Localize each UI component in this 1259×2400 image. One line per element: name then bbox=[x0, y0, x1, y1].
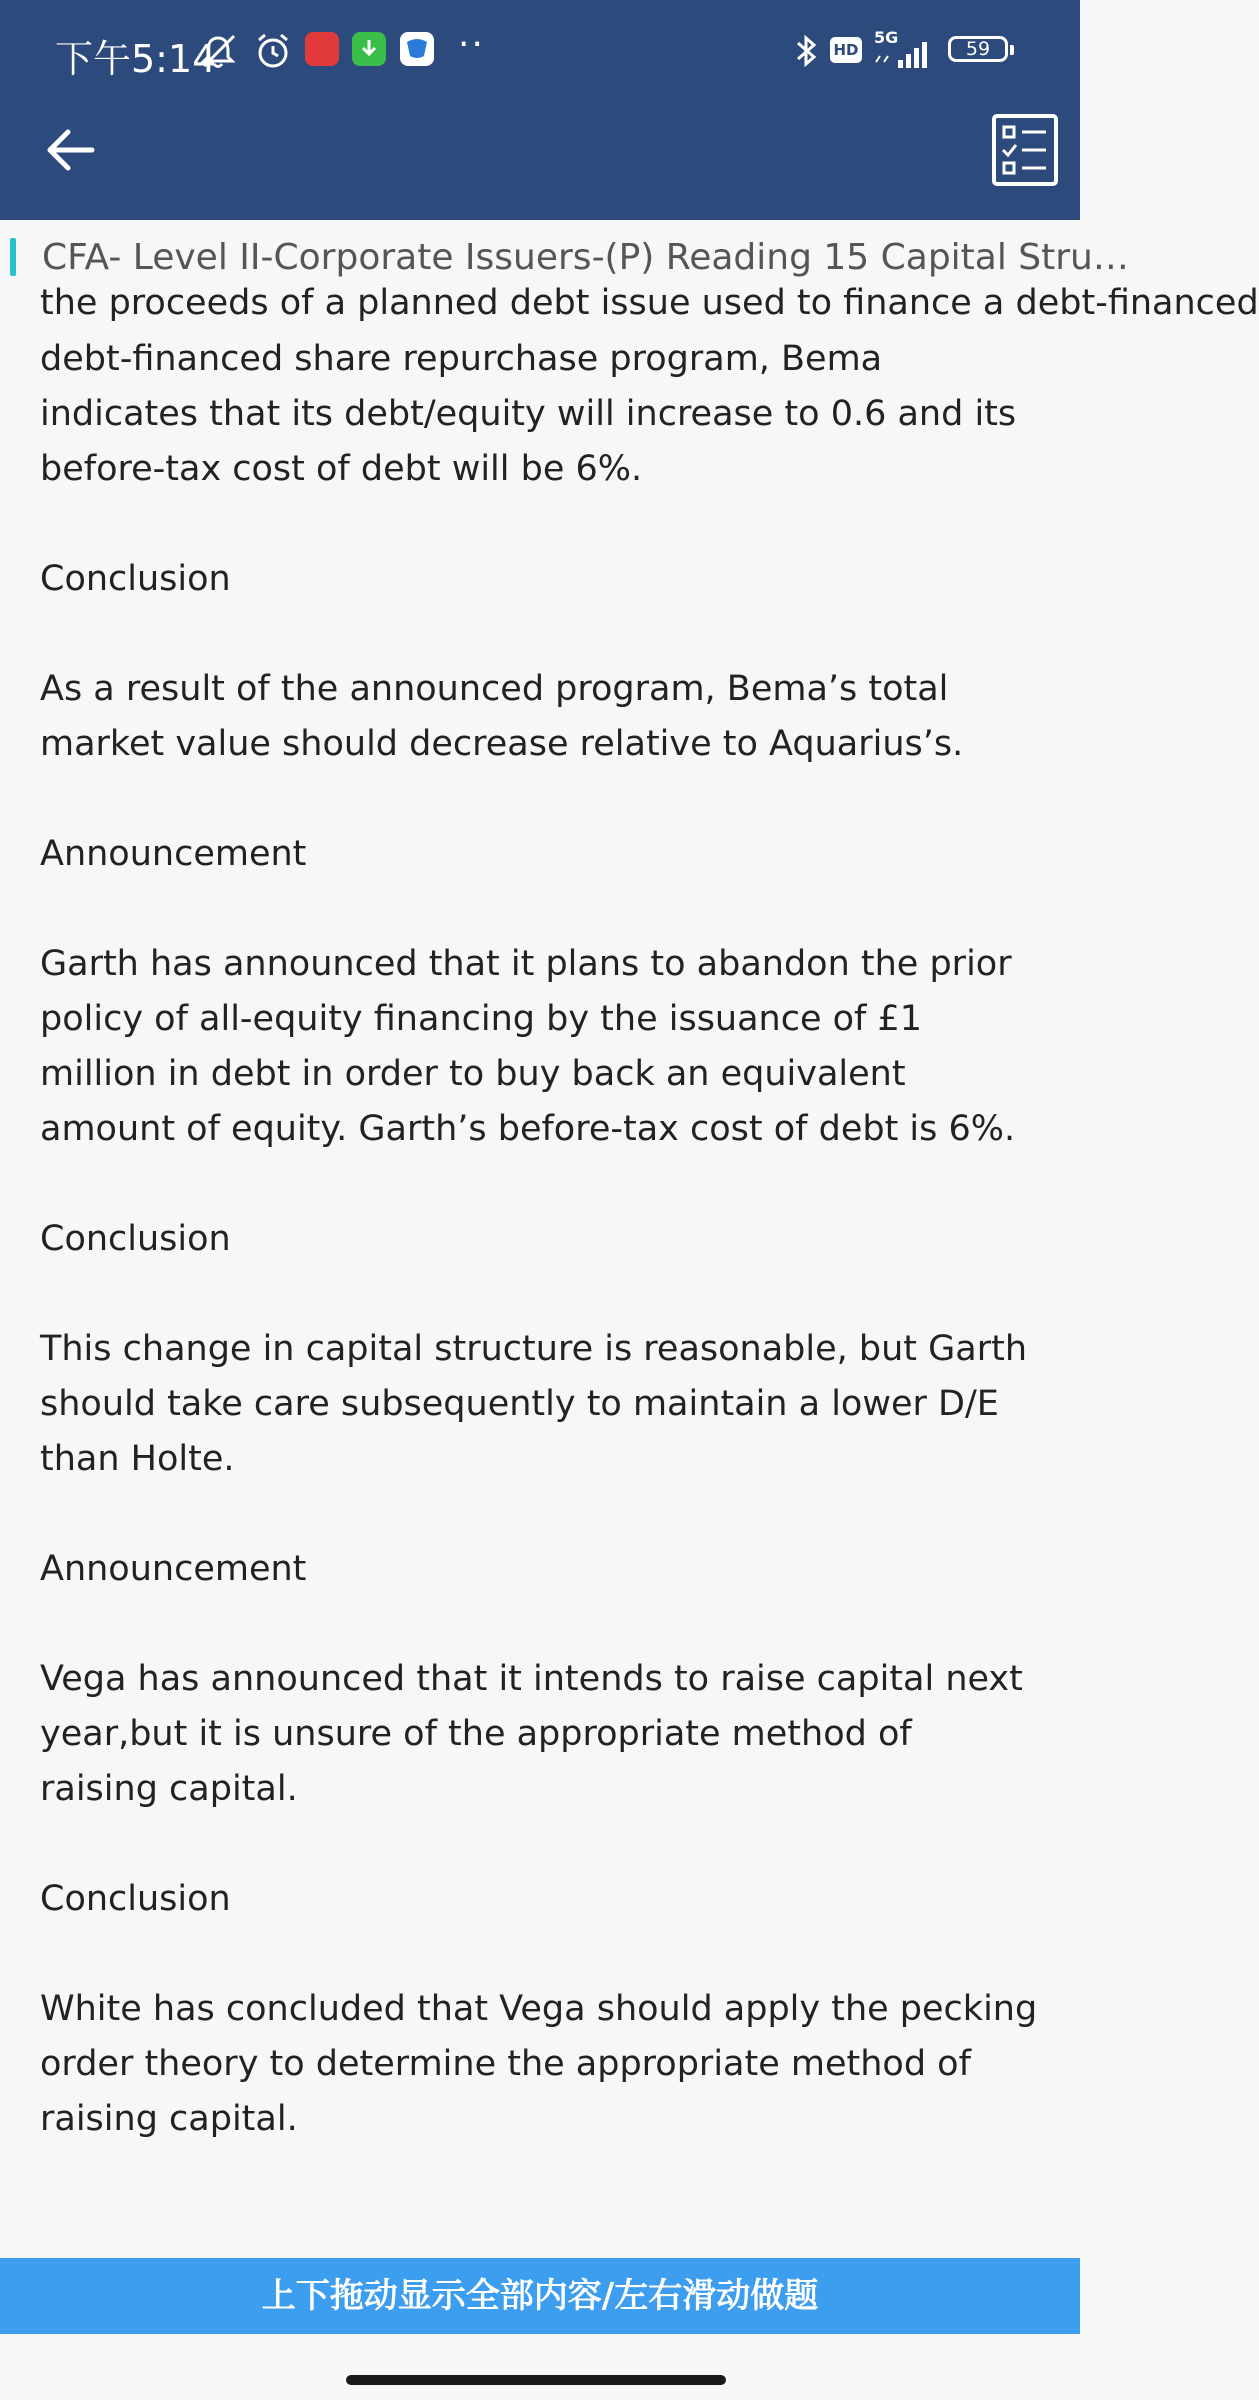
paragraph: Vega has announced that it intends to raise capital next year,but it is unsure of the appropriate method of raising capital. bbox=[40, 1659, 1023, 1809]
ctrip-app-icon bbox=[305, 32, 339, 66]
paragraph: This change in capital structure is reasonable, but Garth should take care subsequently to maintain a lower D/E than Holte. bbox=[40, 1329, 1028, 1479]
mute-bell-icon bbox=[198, 32, 238, 70]
arrow-left-icon[interactable] bbox=[30, 110, 110, 190]
overflow-dots: ·· bbox=[458, 24, 485, 65]
paragraph-heading: Announcement bbox=[40, 834, 307, 874]
paragraph: debt-financed share repurchase program, Bema indicates that its debt/equity will increase to 0.6 and its before-tax cost of debt will be 6%. bbox=[40, 339, 1017, 489]
page-title: CFA- Level II-Corporate Issuers-(P) Reading 15 Capital Stru… bbox=[42, 237, 1129, 278]
hd-badge: HD bbox=[830, 37, 862, 63]
battery-indicator: 59 bbox=[948, 36, 1008, 62]
paragraph: White has concluded that Vega should apply the pecking order theory to determine the appropriate method of raising capital. bbox=[40, 1989, 1038, 2139]
app-header bbox=[0, 0, 1080, 220]
swipe-hint-banner[interactable]: 上下拖动显示全部内容/左右滑动做题 bbox=[0, 2258, 1080, 2334]
paragraph: Garth has announced that it plans to abandon the prior policy of all-equity financing by the issuance of £1 million in debt in order to buy back an equivalent amount of equity. Garth’s before-tax cost of debt is 6%. bbox=[40, 944, 1016, 1149]
network-type: 5G bbox=[874, 28, 899, 47]
alarm-clock-icon bbox=[254, 32, 292, 70]
home-indicator[interactable] bbox=[346, 2375, 726, 2385]
paragraph-heading: Announcement bbox=[40, 1549, 307, 1589]
paragraph: As a result of the announced program, Bema’s total market value should decrease relative to Aquarius’s. bbox=[40, 669, 964, 764]
bluetooth-icon bbox=[792, 32, 820, 70]
paragraph-heading: Conclusion bbox=[40, 559, 231, 599]
question-content[interactable] bbox=[0, 283, 1259, 2256]
chat-app-icon bbox=[400, 32, 434, 66]
status-time: 下午5:14 bbox=[55, 37, 217, 81]
clipped-text-line: the proceeds of a planned debt issue used to finance a debt-financed bbox=[40, 283, 1259, 323]
paragraph-heading: Conclusion bbox=[40, 1879, 231, 1919]
status-bar bbox=[0, 0, 1080, 100]
checklist-icon[interactable] bbox=[990, 112, 1060, 188]
title-accent bbox=[10, 238, 16, 276]
content-text bbox=[40, 283, 1259, 2202]
download-app-icon bbox=[352, 32, 386, 66]
paragraph-heading: Conclusion bbox=[40, 1219, 231, 1259]
signal-strength-icon bbox=[872, 32, 936, 70]
